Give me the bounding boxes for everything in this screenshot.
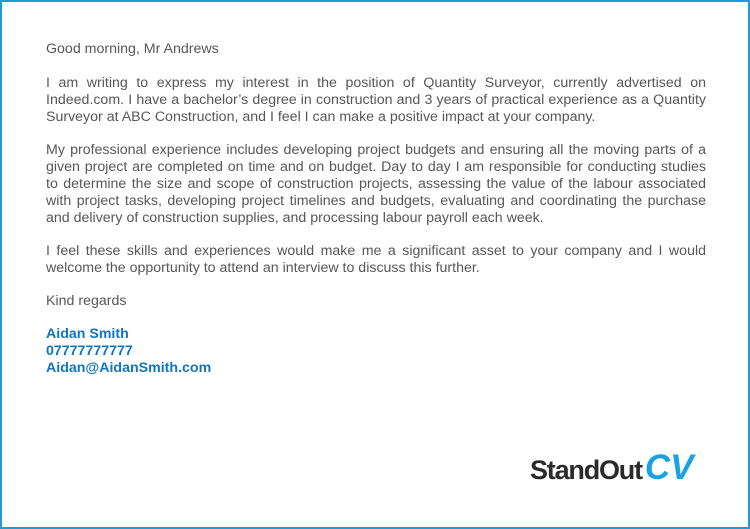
signature-email: Aidan@AidanSmith.com — [46, 360, 212, 376]
letter-paragraph-closing: I feel these skills and experiences would make me a significant asset to your company and I would welcome the opportunity to attend an interview to discuss this further. — [46, 243, 706, 276]
logo-wordmark: StandOut — [530, 455, 642, 485]
signature-phone: 07777777777 — [46, 343, 133, 359]
letter-paragraph-experience: My professional experience includes developing project budgets and ensuring all the moving parts of a given project are completed on time and on budget. Day to day I am responsible for conducting studies to determine the size and scope of construction projects, assessing the value of the labour associated with project tasks, developing project timelines and budgets, evaluating and coordinating the purchase and delivery of construction supplies, and processing labour payroll each week. — [46, 142, 706, 226]
signature-name: Aidan Smith — [46, 326, 129, 342]
letter-greeting: Good morning, Mr Andrews — [46, 41, 219, 57]
logo-accent: CV — [644, 448, 694, 487]
standout-cv-logo — [530, 448, 694, 488]
signature-block — [46, 326, 706, 377]
cover-letter — [46, 41, 706, 377]
letter-sign-off: Kind regards — [46, 293, 127, 309]
letter-paragraph-intro: I am writing to express my interest in the position of Quantity Surveyor, currently advertised on Indeed.com. I have a bachelor’s degree in construction and 3 years of practical experience as a Quantity Surveyor at ABC Construction, and I feel I can make a positive impact at your company. — [46, 75, 706, 125]
